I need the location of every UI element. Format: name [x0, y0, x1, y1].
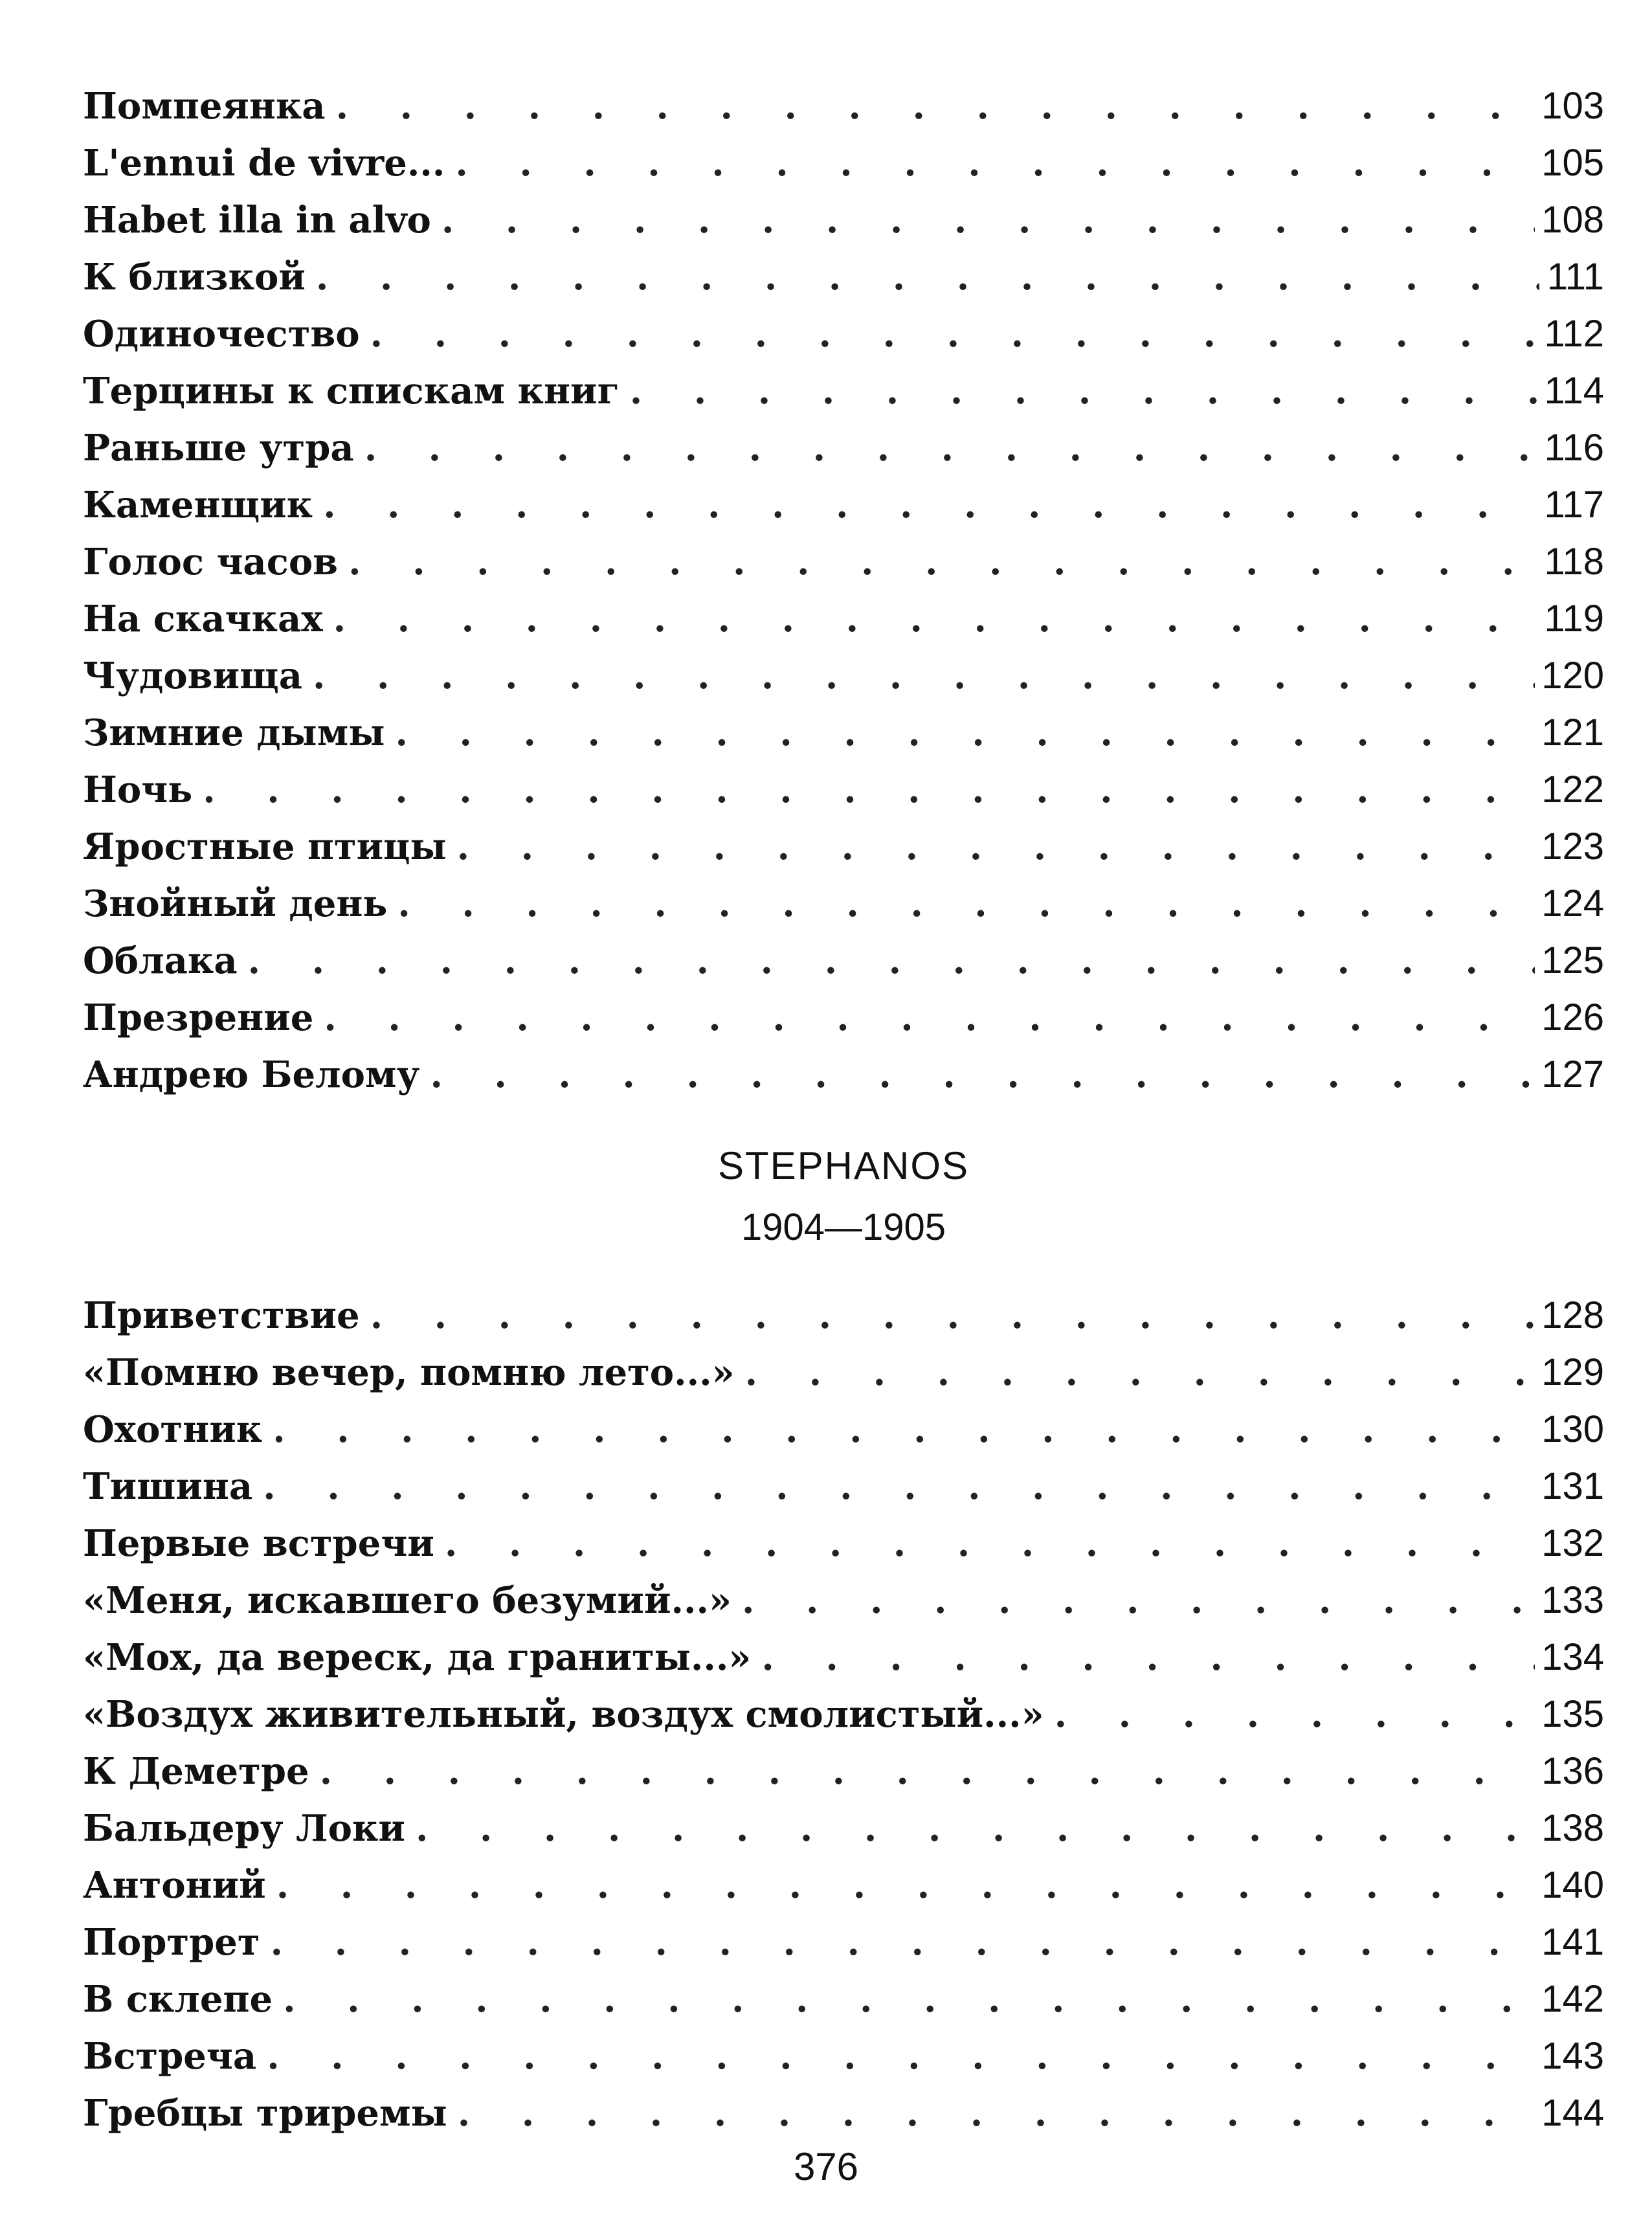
toc-entry — [83, 78, 1604, 135]
toc-entry — [83, 420, 1604, 477]
dot-leader — [267, 2028, 1535, 2085]
toc-entry-page: 142 — [1541, 1978, 1604, 2020]
toc-entry — [83, 818, 1604, 875]
toc-entry-title: Бальдеру Локи — [83, 1807, 405, 1850]
toc-entry — [83, 2028, 1604, 2085]
toc-entry-page: 133 — [1541, 1579, 1604, 1621]
dot-leader — [283, 1971, 1535, 2028]
dot-leader — [745, 1344, 1535, 1401]
toc-entry-page: 103 — [1541, 85, 1604, 127]
toc-entry-page: 125 — [1541, 939, 1604, 982]
toc-entry — [83, 192, 1604, 249]
toc-entry-page: 122 — [1541, 769, 1604, 811]
toc-entry-page: 135 — [1541, 1693, 1604, 1735]
toc-entry-page: 144 — [1541, 2092, 1604, 2134]
dot-leader — [395, 704, 1535, 761]
toc-entry-title: Презрение — [83, 996, 314, 1039]
toc-entry-title: L'ennui de vivre... — [83, 142, 445, 185]
toc-entry-page: 132 — [1541, 1522, 1604, 1564]
toc-entry-title: К Деметре — [83, 1750, 309, 1793]
toc-entry-page: 117 — [1544, 484, 1604, 526]
dot-leader — [370, 306, 1538, 363]
toc-entry — [83, 1515, 1604, 1572]
toc-entry — [83, 1458, 1604, 1515]
toc-entry-title: Гребцы триремы — [83, 2092, 447, 2135]
toc-entry — [83, 1344, 1604, 1401]
toc-entry-title: «Помню вечер, помню лето...» — [83, 1351, 735, 1394]
toc-entry-title: Голос часов — [83, 541, 339, 583]
toc-entry-page: 141 — [1541, 1921, 1604, 1963]
toc-entry-page: 111 — [1546, 256, 1604, 298]
toc-entry-page: 138 — [1541, 1807, 1604, 1849]
toc-entry-page: 116 — [1544, 427, 1604, 469]
toc-entry-title: Habet illa in alvo — [83, 199, 431, 241]
toc-entry-title: На скачках — [83, 598, 323, 640]
toc-entry — [83, 1572, 1604, 1629]
dot-leader — [370, 1287, 1535, 1344]
toc-entry — [83, 1629, 1604, 1686]
toc-entry — [83, 135, 1604, 192]
toc-entry-page: 114 — [1544, 370, 1604, 412]
toc-entry-title: «Мох, да вереск, да граниты...» — [83, 1636, 752, 1679]
toc-entry — [83, 1046, 1604, 1103]
toc-entry — [83, 533, 1604, 590]
dot-leader — [276, 1857, 1535, 1914]
dot-leader — [397, 875, 1535, 932]
toc-entry-title: Каменщик — [83, 484, 313, 526]
toc-entry — [83, 647, 1604, 704]
toc-entry — [83, 1401, 1604, 1458]
dot-leader — [336, 78, 1535, 135]
toc-entry-page: 136 — [1541, 1750, 1604, 1792]
dot-leader — [316, 249, 1539, 306]
dot-leader — [273, 1401, 1535, 1458]
dot-leader — [457, 818, 1535, 875]
toc-entry — [83, 477, 1604, 533]
dot-leader — [761, 1629, 1535, 1686]
toc-entry — [83, 932, 1604, 989]
toc-entry — [83, 1914, 1604, 1971]
toc-entry-page: 134 — [1541, 1636, 1604, 1678]
toc-entry — [83, 1743, 1604, 1800]
toc-entry-title: Ночь — [83, 769, 193, 811]
toc-entry-title: Антоний — [83, 1864, 266, 1907]
dot-leader — [1055, 1686, 1535, 1743]
toc-entry-page: 130 — [1541, 1408, 1604, 1450]
toc-entry — [83, 1287, 1604, 1344]
toc-entry-title: «Меня, искавшего безумий...» — [83, 1579, 731, 1622]
dot-leader — [333, 590, 1538, 647]
toc-entry-page: 126 — [1541, 996, 1604, 1039]
dot-leader — [416, 1800, 1535, 1857]
toc-entry — [83, 761, 1604, 818]
toc-entry-title: Облака — [83, 939, 238, 982]
toc-entry-title: «Воздух живительный, воздух смолистый...» — [83, 1693, 1044, 1736]
toc-entry-title: Зимние дымы — [83, 712, 385, 754]
toc-entry-title: Охотник — [83, 1408, 263, 1451]
toc-entry-title: Помпеянка — [83, 85, 326, 128]
section-years: 1904—1905 — [741, 1206, 946, 1248]
toc-entry-page: 123 — [1541, 825, 1604, 868]
dot-leader — [324, 989, 1535, 1046]
toc-entry-page: 127 — [1541, 1053, 1604, 1095]
toc-entry-title: Тишина — [83, 1465, 253, 1508]
dot-leader — [430, 1046, 1535, 1103]
toc-entry-page: 120 — [1541, 655, 1604, 697]
toc-entry-page: 121 — [1541, 712, 1604, 754]
section-header — [83, 1137, 1604, 1256]
dot-leader — [458, 2085, 1535, 2142]
toc-entry-page: 143 — [1541, 2035, 1604, 2077]
toc-entry-title: Приветствие — [83, 1294, 360, 1337]
section-title: STEPHANOS — [717, 1144, 970, 1187]
toc-entry — [83, 249, 1604, 306]
toc-entry — [83, 989, 1604, 1046]
dot-leader — [313, 647, 1535, 704]
toc-entry — [83, 1857, 1604, 1914]
toc-entry — [83, 1971, 1604, 2028]
toc-entry — [83, 306, 1604, 363]
dot-leader — [441, 192, 1535, 249]
toc-entry-title: К близкой — [83, 256, 306, 298]
dot-leader — [263, 1458, 1535, 1515]
toc-entry-page: 124 — [1541, 882, 1604, 925]
toc-entry-title: Чудовища — [83, 655, 302, 697]
toc-entry-page: 119 — [1544, 598, 1604, 640]
toc-entry-page: 129 — [1541, 1351, 1604, 1393]
dot-leader — [455, 135, 1535, 192]
toc-entry — [83, 704, 1604, 761]
toc-entry-title: Портрет — [83, 1921, 260, 1964]
dot-leader — [445, 1515, 1535, 1572]
toc-entry — [83, 2085, 1604, 2142]
dot-leader — [271, 1914, 1535, 1971]
toc-entry-title: Одиночество — [83, 313, 360, 355]
toc-entry-title: Первые встречи — [83, 1522, 434, 1565]
toc-entry — [83, 363, 1604, 420]
toc-entry-title: Раньше утра — [83, 427, 354, 469]
toc-page — [83, 78, 1604, 2142]
toc-entry-page: 131 — [1541, 1465, 1604, 1507]
toc-entry — [83, 1686, 1604, 1743]
toc-entry-page: 140 — [1541, 1864, 1604, 1906]
dot-leader — [630, 363, 1538, 420]
toc-entry-title: В склепе — [83, 1978, 273, 2021]
dot-leader — [248, 932, 1535, 989]
toc-list-part1 — [83, 78, 1604, 1103]
toc-entry-page: 118 — [1544, 541, 1604, 583]
dot-leader — [742, 1572, 1535, 1629]
toc-entry-title: Андрею Белому — [83, 1053, 420, 1096]
toc-entry-title: Знойный день — [83, 882, 388, 925]
toc-entry-page: 105 — [1541, 142, 1604, 184]
toc-entry-page: 112 — [1544, 313, 1604, 355]
dot-leader — [323, 477, 1537, 533]
toc-entry-title: Яростные птицы — [83, 825, 447, 868]
page-number: 376 — [793, 2145, 859, 2188]
dot-leader — [320, 1743, 1535, 1800]
toc-entry — [83, 1800, 1604, 1857]
toc-list-part2 — [83, 1287, 1604, 2142]
dot-leader — [203, 761, 1535, 818]
toc-entry-page: 128 — [1541, 1294, 1604, 1336]
toc-entry-title: Встреча — [83, 2035, 257, 2078]
toc-entry — [83, 875, 1604, 932]
toc-entry-title: Терцины к спискам книг — [83, 370, 620, 412]
toc-entry — [83, 590, 1604, 647]
dot-leader — [348, 533, 1537, 590]
dot-leader — [364, 420, 1538, 477]
toc-entry-page: 108 — [1541, 199, 1604, 241]
